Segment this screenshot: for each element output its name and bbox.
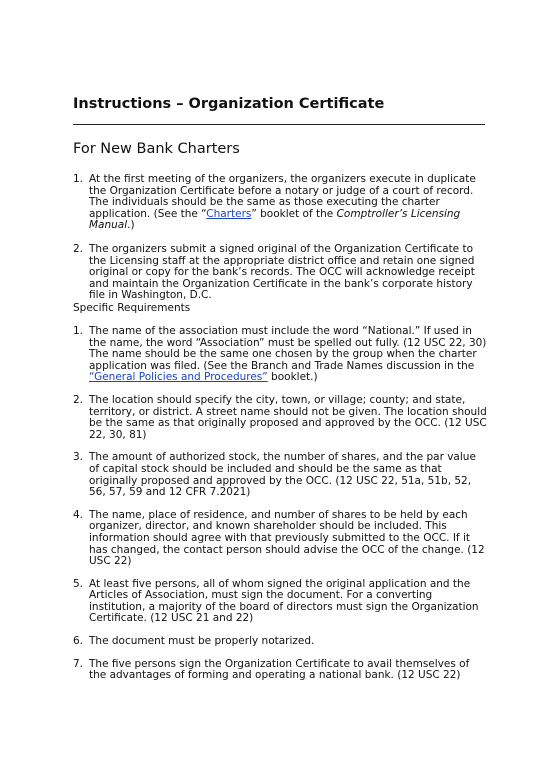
- item-number: 2.: [73, 393, 84, 406]
- title-divider: [73, 124, 485, 125]
- requirements-list: [73, 326, 487, 682]
- item-number: 1.: [73, 173, 84, 185]
- list-item: [73, 326, 487, 384]
- list-item: [73, 659, 487, 682]
- item-number: 6.: [73, 635, 84, 648]
- specific-requirements-label: Specific Requirements: [73, 302, 191, 314]
- item-text: At the first meeting of the organizers, the organizers execute in duplicate the Organization Certificate before a notary or judge of a court of record. The individuals should be the same as those executing the charter application. (See the “Charters” booklet of the Comptroller’s Licensing Manual.): [89, 173, 476, 232]
- item-number: 5.: [73, 577, 84, 590]
- section-heading: For New Bank Charters: [73, 141, 240, 157]
- item-number: 7.: [73, 657, 84, 670]
- item-number: 2.: [73, 242, 84, 255]
- list-item: [73, 395, 487, 441]
- list-item: [73, 636, 487, 648]
- list-item: [73, 244, 487, 302]
- item-text: The five persons sign the Organization Certificate to avail themselves of the advantages of forming and operating a national bank. (12 USC 22): [89, 657, 470, 682]
- item-number: 4.: [73, 508, 84, 521]
- item-text: The document must be properly notarized.: [89, 635, 315, 648]
- item-text: At least five persons, all of whom signed the original application and the Articles of Association, must sign the document. For a converting institution, a majority of the board of directors must sign the Organization Certificate. (12 USC 21 and 22): [89, 577, 479, 625]
- item-text: The name, place of residence, and number of shares to be held by each organizer, director, and known shareholder should be included. This information should agree with that previously submitted to the OCC. If it has changed, the contact person should advise the OCC of the change. (12 USC 22): [89, 508, 485, 568]
- list-item: [73, 174, 487, 232]
- item-text: The name of the association must include the word “National.” If used in the name, the word “Association” must be spelled out fully. (12 USC 22, 30) The name should be the same one chosen by the group when the charter application was filed. (See the Branch and Trade Names discussion in the “General Policies and Procedures” booklet.): [89, 325, 487, 384]
- list-item: [73, 579, 487, 625]
- item-number: 1.: [73, 325, 84, 337]
- list-item: [73, 452, 487, 498]
- charters-link[interactable]: Charters: [206, 207, 252, 220]
- general-policies-link[interactable]: “General Policies and Procedures”: [89, 371, 268, 384]
- item-number: 3.: [73, 451, 84, 464]
- item-text: The organizers submit a signed original of the Organization Certificate to the Licensing staff at the appropriate district office and retain one signed original or copy for the bank’s records. The OCC will acknowledge receipt and maintain the Organization Certificate in the bank’s corporate history file in Washington, D.C.: [89, 242, 475, 302]
- item-text: The amount of authorized stock, the number of shares, and the par value of capital stock should be included and should be the same as that originally proposed and approved by the OCC. (12 USC 22, 51a, 51b, 52, 56, 57, 59 and 12 CFR 7.2021): [89, 451, 476, 499]
- charter-steps-list: [73, 174, 487, 302]
- list-item: [73, 510, 487, 568]
- item-text: The location should specify the city, town, or village; county; and state, territory, or district. A street name should not be given. The location should be the same as that originally proposed and approved by the OCC. (12 USC 22, 30, 81): [89, 393, 487, 441]
- page-title: Instructions – Organization Certificate: [73, 96, 385, 112]
